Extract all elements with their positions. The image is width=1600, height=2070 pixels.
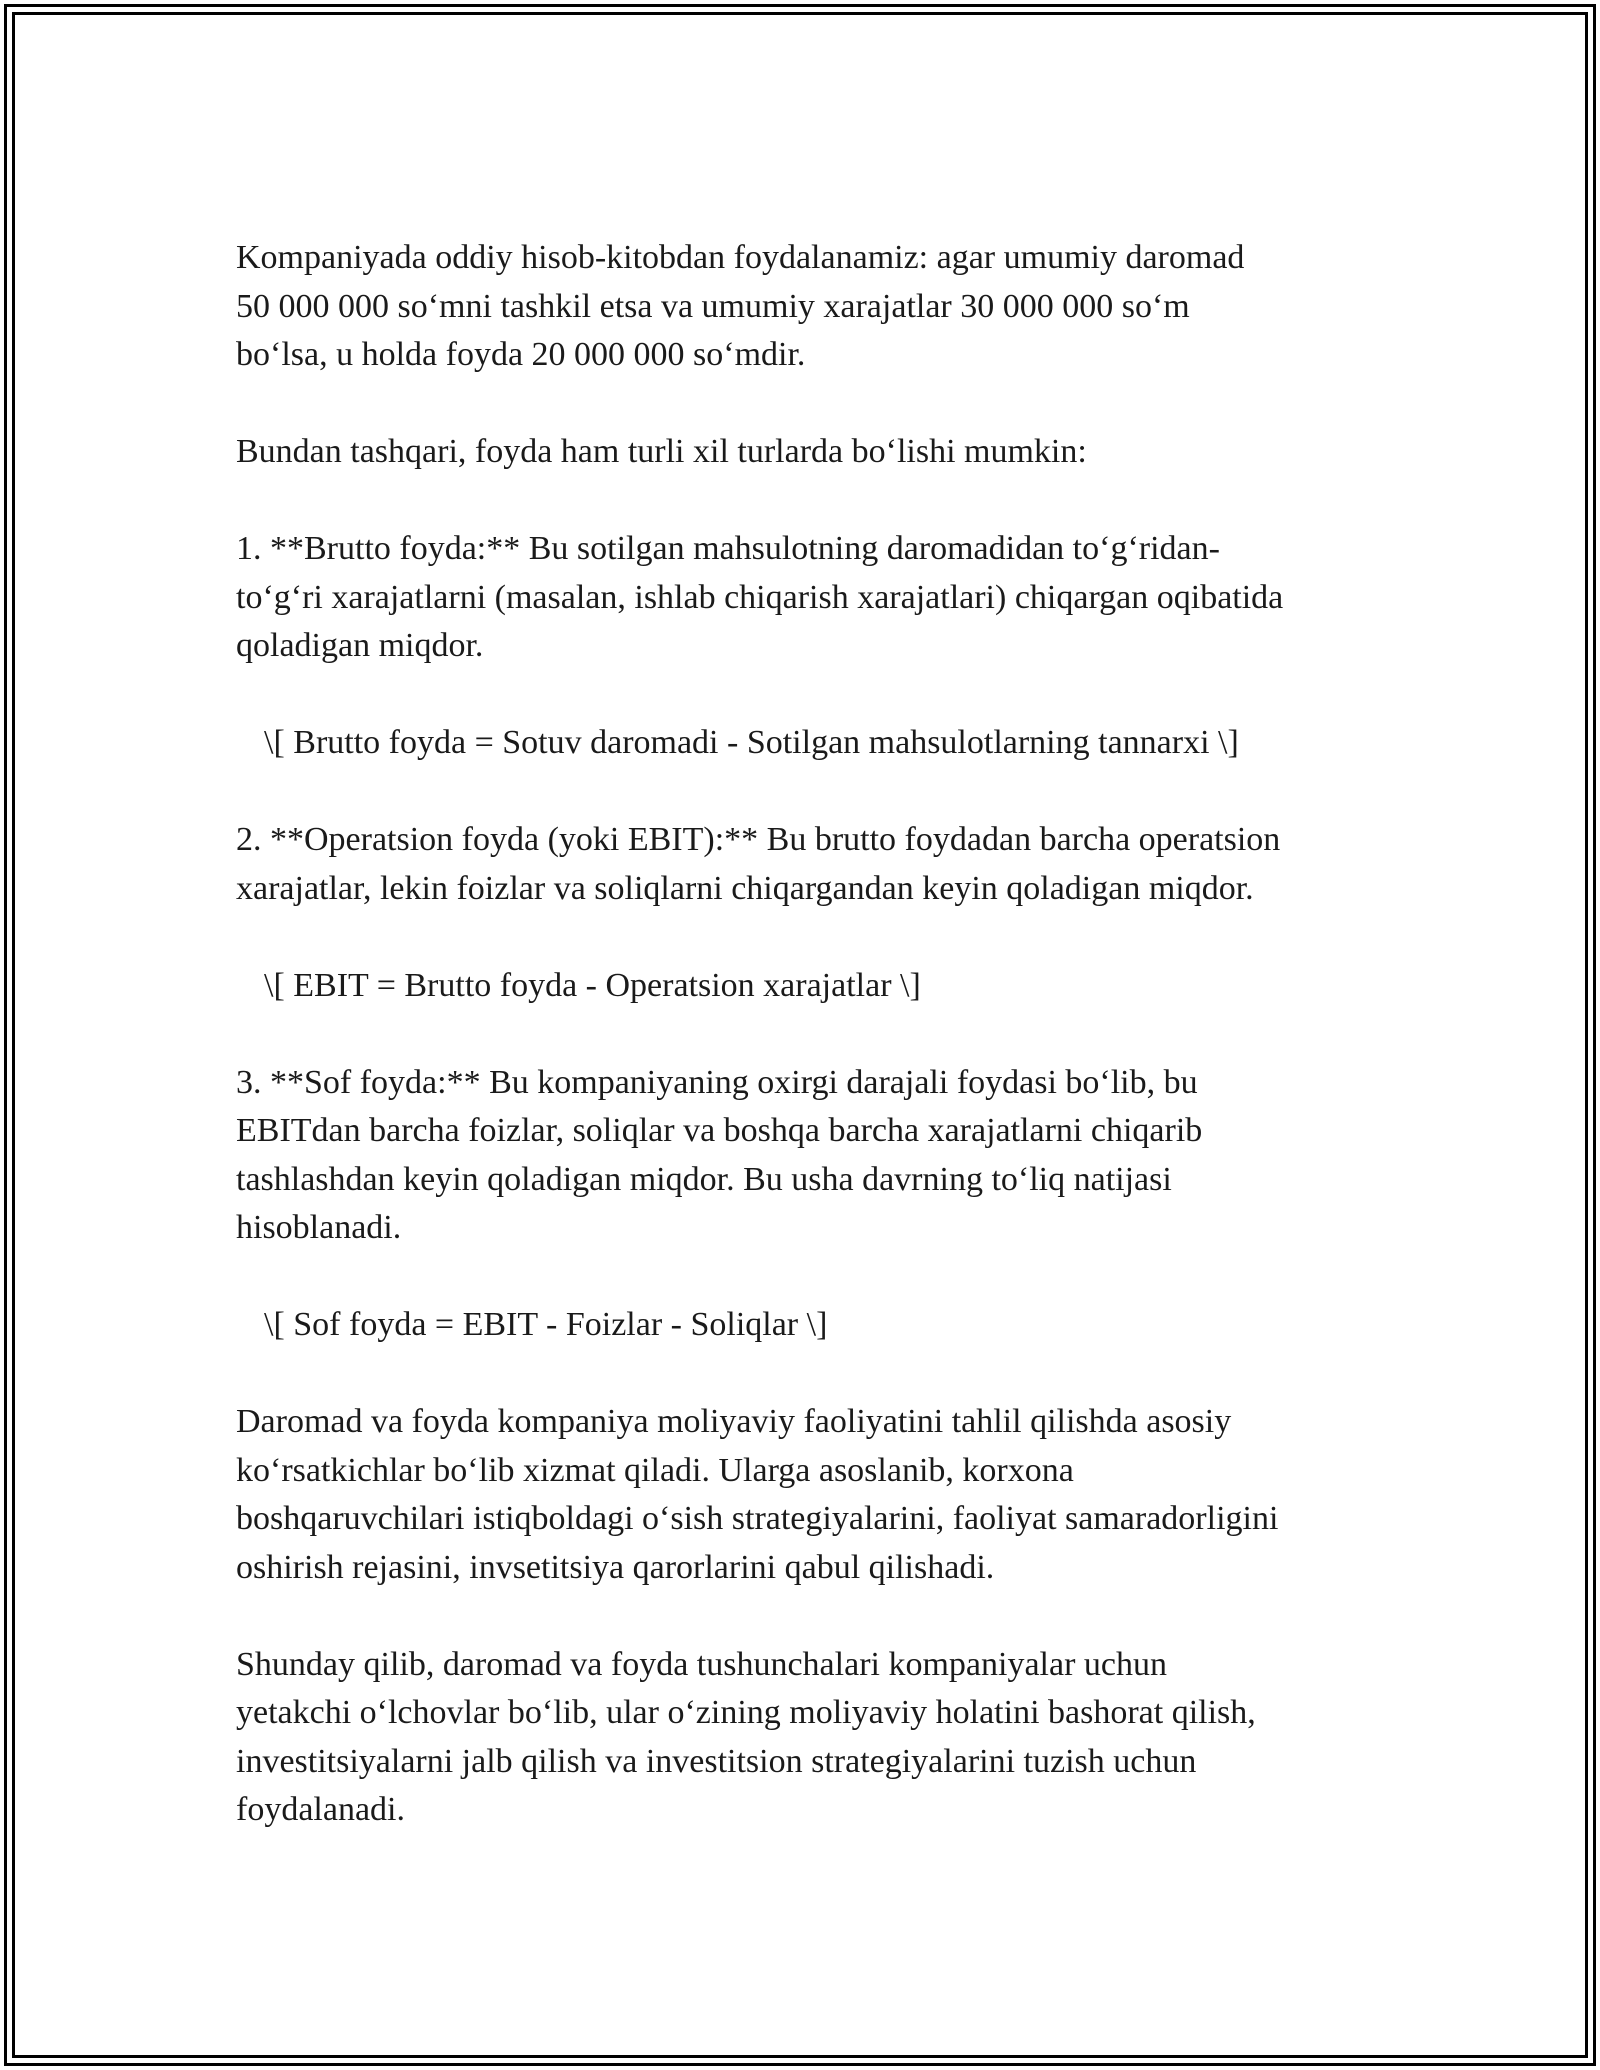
paragraph-conclusion: Shunday qilib, daromad va foyda tushunchalari kompaniyalar uchun yetakchi o‘lchovlar bo‘lib, ular o‘zining moliyaviy holatini bashorat qilish, investitsiyalarni jalb qilish va investitsion strategiyalarini tuzish uchun foydalanadi.: [236, 1645, 1256, 1828]
formula-gross-profit: \[ Brutto foyda = Sotuv daromadi - Sotilgan mahsulotlarning tannarxi \]: [264, 724, 1239, 761]
formula-ebit: \[ EBIT = Brutto foyda - Operatsion xarajatlar \]: [264, 966, 921, 1004]
paragraph-net-profit: 3. **Sof foyda:** Bu kompaniyaning oxirgi darajali foydasi bo‘lib, bu EBITdan barcha foizlar, soliqlar va boshqa barcha xarajatlarni chiqarib tashlashdan keyin qoladigan miqdor. Bu usha davrning to‘liq natijasi hisoblanadi.: [236, 1063, 1203, 1246]
paragraph-calculation-example: Kompaniyada oddiy hisob-kitobdan foydalanamiz: agar umumiy daromad 50 000 000 so‘mni tashkil etsa va umumiy xarajatlar 30 000 000 so‘m bo‘lsa, u holda foyda 20 000 000 so‘mdir.: [236, 239, 1245, 373]
paragraph-gross-profit: 1. **Brutto foyda:** Bu sotilgan mahsulotning daromadidan to‘g‘ridan- to‘g‘ri xarajatlarni (masalan, ishlab chiqarish xarajatlari) chiqargan oqibatida qoladigan miqdor.: [236, 530, 1284, 664]
paragraph-operating-profit: 2. **Operatsion foyda (yoki EBIT):** Bu brutto foydadan barcha operatsion xarajatlar, lekin foizlar va soliqlarni chiqargandan keyin qoladigan miqdor.: [236, 821, 1281, 907]
paragraph-profit-types-intro: Bundan tashqari, foyda ham turli xil turlarda bo‘lishi mumkin:: [236, 433, 1087, 470]
paragraph-financial-analysis: Daromad va foyda kompaniya moliyaviy faoliyatini tahlil qilishda asosiy ko‘rsatkichlar bo‘lib xizmat qiladi. Ularga asoslanib, korxona boshqaruvchilari istiqboldagi o‘sish strategiyalarini, faoliyat samaradorligini oshirish rejasini, invsetitsiya qarorlarini qabul qilishadi.: [236, 1403, 1279, 1586]
document-body: [236, 234, 1386, 1835]
formula-net-profit: \[ Sof foyda = EBIT - Foizlar - Soliqlar \]: [264, 1306, 828, 1343]
